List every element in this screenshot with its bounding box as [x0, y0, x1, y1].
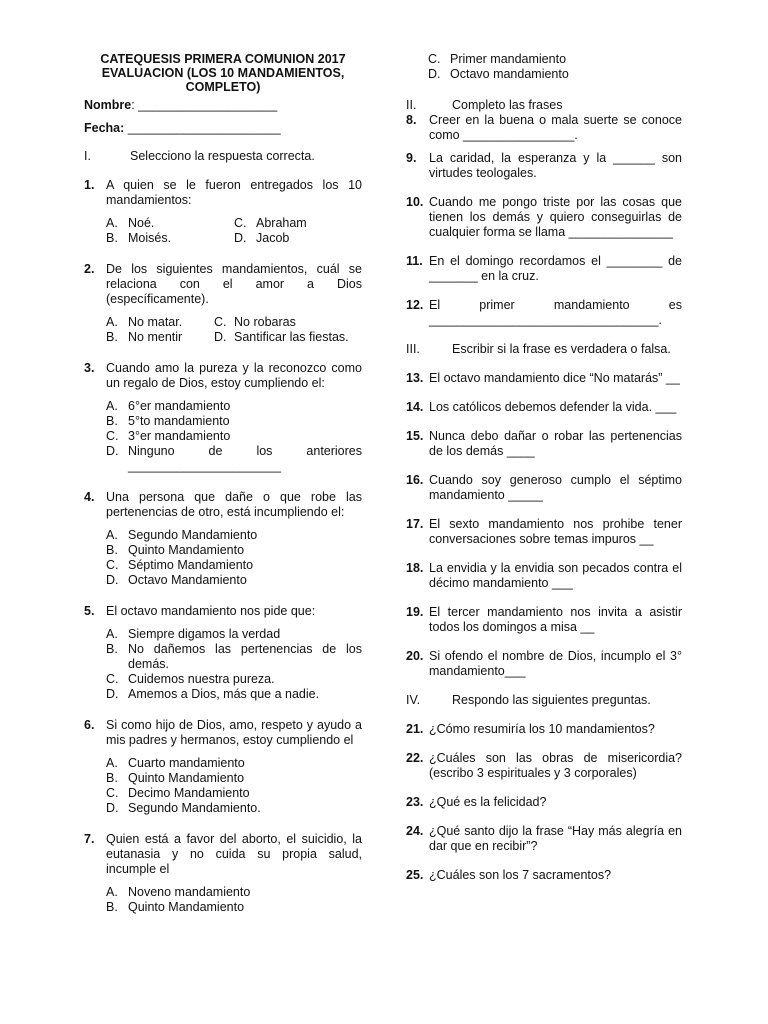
question-number: 8.: [406, 113, 417, 127]
option-b[interactable]: B. No dañemos las pertenencias de los demás.: [106, 642, 362, 671]
question-number: 14.: [406, 400, 424, 414]
option-a[interactable]: A. Cuarto mandamiento: [106, 756, 245, 770]
option-d[interactable]: D. Amemos a Dios, más que a nadie.: [106, 687, 320, 701]
question-14[interactable]: [406, 400, 682, 415]
title-line-2: EVALUACION (LOS 10 MANDAMIENTOS,: [101, 66, 345, 80]
question-text: ¿Cuáles son las obras de misericordia? (escribo 3 espirituales y 3 corporales): [429, 751, 682, 780]
option-c[interactable]: C. 3°er mandamiento: [106, 429, 231, 443]
question-text: De los siguientes mandamientos, cuál se relaciona con el amor a Dios (específicamente).: [106, 262, 362, 306]
question-9[interactable]: [406, 151, 682, 181]
question-number: 23.: [406, 795, 424, 809]
question-number: 10.: [406, 195, 424, 209]
section-number: II.: [406, 98, 417, 112]
question-1-options: [84, 216, 362, 246]
question-24[interactable]: [406, 824, 682, 854]
question-number: 7.: [84, 832, 95, 846]
question-text: El tercer mandamiento nos invita a asistir todos los domingos a misa __: [429, 605, 682, 634]
option-c[interactable]: C. Primer mandamiento: [428, 52, 567, 66]
question-5: [84, 604, 362, 619]
question-7: [84, 832, 362, 877]
date-field[interactable]: [84, 121, 362, 136]
option-a[interactable]: A. Siempre digamos la verdad: [106, 627, 281, 641]
question-8[interactable]: [406, 113, 682, 143]
question-10[interactable]: [406, 195, 682, 240]
date-label: Fecha:: [84, 121, 125, 135]
question-text: ¿Qué es la felicidad?: [429, 795, 547, 809]
name-blank[interactable]: : ____________________: [131, 98, 278, 112]
question-number: 9.: [406, 151, 417, 165]
option-b[interactable]: B. No mentir: [106, 330, 183, 344]
option-b[interactable]: B. Quinto Mandamiento: [106, 900, 245, 914]
question-16[interactable]: [406, 473, 682, 503]
option-d[interactable]: D. Jacob: [234, 231, 290, 245]
question-7-options-part1: [84, 885, 362, 915]
option-d[interactable]: D. Ninguno de los anteriores ______________________: [106, 444, 362, 473]
question-text: Creer en la buena o mala suerte se conoce como ________________.: [429, 113, 682, 142]
question-number: 15.: [406, 429, 424, 443]
question-text: Cuando amo la pureza y la reconozco como un regalo de Dios, estoy cumpliendo el:: [106, 361, 362, 390]
name-label: Nombre: [84, 98, 132, 112]
option-d[interactable]: D. Santificar las fiestas.: [214, 330, 349, 344]
question-20[interactable]: [406, 649, 682, 679]
question-6-options: [84, 756, 362, 816]
section-title: Completo las frases: [452, 98, 563, 112]
question-text: En el domingo recordamos el ________ de _______ en la cruz.: [429, 254, 682, 283]
section-1-heading: [84, 149, 362, 164]
question-4-options: [84, 528, 362, 588]
question-2-options: [84, 315, 362, 345]
question-number: 13.: [406, 371, 424, 385]
option-b[interactable]: B. 5°to mandamiento: [106, 414, 230, 428]
question-text: El sexto mandamiento nos prohibe tener conversaciones sobre temas impuros __: [429, 517, 682, 546]
question-text: Cuando me pongo triste por las cosas que tienen los demás y quiero conseguirlas de cualquier forma se llama _______________: [429, 195, 682, 239]
question-text: El octavo mandamiento dice “No matarás” __: [429, 371, 680, 385]
question-17[interactable]: [406, 517, 682, 547]
question-number: 18.: [406, 561, 424, 575]
option-d[interactable]: D. Octavo mandamiento: [428, 67, 569, 81]
question-23[interactable]: [406, 795, 682, 810]
question-18[interactable]: [406, 561, 682, 591]
question-text: Una persona que dañe o que robe las pertenencias de otro, está incumpliendo el:: [106, 490, 362, 519]
question-number: 24.: [406, 824, 424, 838]
question-7-options-part2: [406, 52, 682, 82]
question-number: 16.: [406, 473, 424, 487]
title-line-1: CATEQUESIS PRIMERA COMUNION 2017: [100, 52, 346, 66]
question-number: 1.: [84, 178, 95, 192]
date-blank[interactable]: ______________________: [124, 121, 281, 135]
right-column: [406, 52, 682, 883]
question-6: [84, 718, 362, 748]
question-number: 11.: [406, 254, 423, 268]
option-a[interactable]: A. Segundo Mandamiento: [106, 528, 258, 542]
question-text: El octavo mandamiento nos pide que:: [106, 604, 316, 618]
question-12[interactable]: [406, 298, 682, 328]
option-d[interactable]: D. Octavo Mandamiento: [106, 573, 247, 587]
question-number: 5.: [84, 604, 95, 618]
question-21[interactable]: [406, 722, 682, 737]
option-a[interactable]: A. No matar.: [106, 315, 183, 329]
question-text: El primer mandamiento es _________________________________.: [429, 298, 682, 327]
question-4: [84, 490, 362, 520]
section-number: III.: [406, 342, 420, 356]
section-number: IV.: [406, 693, 421, 707]
option-c[interactable]: C. Cuidemos nuestra pureza.: [106, 672, 275, 686]
question-number: 20.: [406, 649, 424, 663]
option-b[interactable]: B. Quinto Mandamiento: [106, 543, 245, 557]
section-2-heading: [406, 98, 682, 113]
question-3-options: [84, 399, 362, 474]
question-text: ¿Cuáles son los 7 sacramentos?: [429, 868, 612, 882]
option-a[interactable]: A. Noé.: [106, 216, 155, 230]
question-number: 17.: [406, 517, 424, 531]
question-number: 21.: [406, 722, 424, 736]
section-title: Respondo las siguientes preguntas.: [452, 693, 651, 707]
option-a[interactable]: A. 6°er mandamiento: [106, 399, 231, 413]
section-4-heading: [406, 693, 682, 708]
question-number: 25.: [406, 868, 424, 882]
question-number: 19.: [406, 605, 424, 619]
option-d[interactable]: D. Segundo Mandamiento.: [106, 801, 261, 815]
option-c[interactable]: C. No robaras: [214, 315, 296, 329]
question-2: [84, 262, 362, 307]
question-text: ¿Cómo resumiría los 10 mandamientos?: [429, 722, 655, 736]
question-15[interactable]: [406, 429, 682, 459]
question-25[interactable]: [406, 868, 682, 883]
question-number: 3.: [84, 361, 95, 375]
option-c[interactable]: C. Abraham: [234, 216, 307, 230]
question-text: La envidia y la envidia son pecados contra el décimo mandamiento ___: [429, 561, 682, 590]
option-a[interactable]: A. Noveno mandamiento: [106, 885, 251, 899]
question-11[interactable]: [406, 254, 682, 284]
question-text: Quien está a favor del aborto, el suicidio, la eutanasia y no cuida su propia salud, incumple el: [106, 832, 362, 876]
question-text: Nunca debo dañar o robar las pertenencias de los demás ____: [429, 429, 682, 458]
title-line-3: COMPLETO): [185, 80, 261, 94]
question-text: Cuando soy generoso cumplo el séptimo mandamiento _____: [429, 473, 682, 502]
question-text: Los católicos debemos defender la vida. ___: [429, 400, 677, 414]
question-22[interactable]: [406, 751, 682, 781]
section-title: Selecciono la respuesta correcta.: [130, 149, 315, 163]
question-text: La caridad, la esperanza y la ______ son virtudes teologales.: [429, 151, 682, 180]
question-3: [84, 361, 362, 391]
question-text: A quien se le fueron entregados los 10 mandamientos:: [106, 178, 362, 207]
section-3-heading: [406, 342, 682, 357]
section-number: I.: [84, 149, 91, 163]
question-text: Si ofendo el nombre de Dios, incumplo el 3° mandamiento___: [429, 649, 682, 678]
option-b[interactable]: B. Moisés.: [106, 231, 172, 245]
question-number: 22.: [406, 751, 424, 765]
option-c[interactable]: C. Decimo Mandamiento: [106, 786, 250, 800]
option-c[interactable]: C. Séptimo Mandamiento: [106, 558, 254, 572]
question-19[interactable]: [406, 605, 682, 635]
question-text: Si como hijo de Dios, amo, respeto y ayudo a mis padres y hermanos, estoy cumpliendo el: [106, 718, 362, 747]
exam-title: [84, 52, 362, 94]
option-b[interactable]: B. Quinto Mandamiento: [106, 771, 245, 785]
question-5-options: [84, 627, 362, 702]
question-1: [84, 178, 362, 208]
question-number: 2.: [84, 262, 95, 276]
question-number: 6.: [84, 718, 95, 732]
name-field[interactable]: [84, 98, 362, 113]
question-text: ¿Qué santo dijo la frase “Hay más alegría en dar que en recibir”?: [429, 824, 682, 853]
section-title: Escribir si la frase es verdadera o falsa.: [452, 342, 671, 356]
question-number: 12.: [406, 298, 424, 312]
left-column: [84, 52, 362, 915]
question-number: 4.: [84, 490, 95, 504]
question-13[interactable]: [406, 371, 682, 386]
